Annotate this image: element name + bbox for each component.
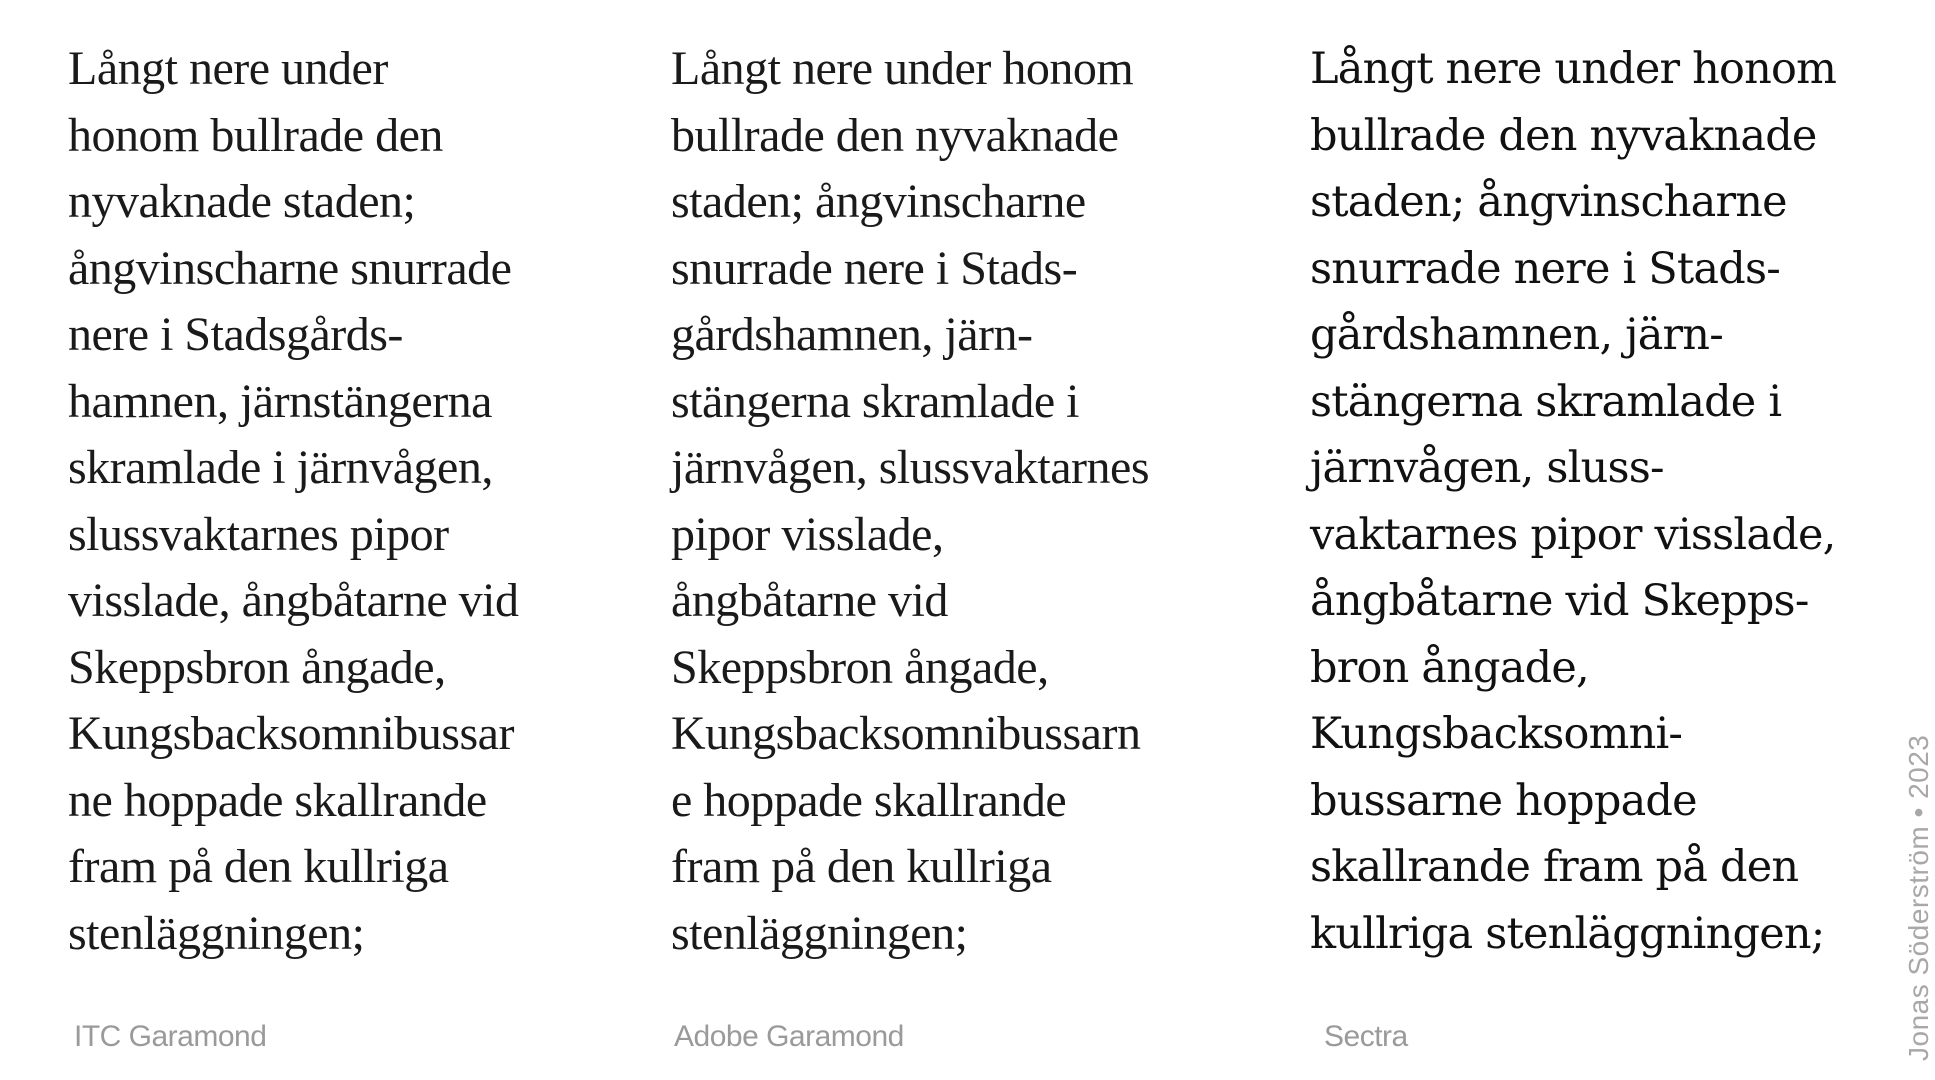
text-line: Kungsbacksomnibussar <box>68 707 514 760</box>
text-line: staden; ångvinscharne <box>671 175 1086 228</box>
text-line: nere i Stadsgårds- <box>68 308 403 361</box>
text-line: stenläggningen; <box>671 906 968 960</box>
text-line: stenläggningen; <box>68 906 365 960</box>
text-line: vaktarnes pipor visslade, <box>1310 509 1836 560</box>
text-line: honom bullrade den <box>68 108 443 162</box>
text-line: visslade, ångbåtarne vid <box>68 574 519 627</box>
text-line: bullrade den nyvaknade <box>1310 110 1817 161</box>
author-credit: Jonas Söderström • 2023 <box>1903 734 1934 1061</box>
text-line: gårdshamnen, järn- <box>1310 310 1723 360</box>
text-line: pipor visslade, <box>671 507 944 561</box>
text-line: ångbåtarne vid Skepps- <box>1310 576 1809 626</box>
text-line: nyvaknade staden; <box>68 175 416 228</box>
text-line: e hoppade skallrande <box>671 773 1067 827</box>
text-line: järnvågen, slussvaktarnes <box>671 441 1150 494</box>
text-line: bullrade den nyvaknade <box>671 108 1119 162</box>
text-line: järnvågen, sluss- <box>1310 443 1664 493</box>
font-caption-adobe-garamond: Adobe Garamond <box>674 1020 904 1053</box>
text-line: Kungsbacksomnibussarn <box>671 707 1141 760</box>
text-column-itc-garamond <box>68 36 519 967</box>
text-line: kullriga stenläggningen; <box>1310 908 1825 959</box>
text-column-sectra <box>1310 36 1836 967</box>
font-caption-itc-garamond: ITC Garamond <box>74 1020 267 1053</box>
text-line: skramlade i järnvågen, <box>68 441 493 494</box>
text-line: hamnen, järnstängerna <box>68 374 492 428</box>
text-line: bussarne hoppade <box>1310 775 1697 826</box>
text-column-adobe-garamond <box>671 36 1149 967</box>
text-line: stängerna skramlade i <box>1310 376 1782 427</box>
text-line: stängerna skramlade i <box>671 374 1079 428</box>
text-line: ångvinscharne snurrade <box>68 241 512 295</box>
text-line: gårdshamnen, järn- <box>671 308 1033 361</box>
text-line: skallrande fram på den <box>1310 842 1799 892</box>
text-line: Långt nere under <box>68 42 388 95</box>
text-line: Långt nere under honom <box>1310 44 1837 94</box>
text-line: Kungsbacksomni- <box>1310 709 1683 759</box>
text-line: Skeppsbron ångade, <box>68 640 446 694</box>
text-line: Skeppsbron ångade, <box>671 640 1049 694</box>
text-line: ångbåtarne vid <box>671 574 948 627</box>
text-line: staden; ångvinscharne <box>1310 177 1787 227</box>
text-line: fram på den kullriga <box>671 840 1052 893</box>
text-line: slussvaktarnes pipor <box>68 507 449 561</box>
text-line: Långt nere under honom <box>671 42 1134 95</box>
text-line: ne hoppade skallrande <box>68 773 487 827</box>
text-line: fram på den kullriga <box>68 840 449 893</box>
font-caption-sectra: Sectra <box>1324 1020 1408 1053</box>
text-line: snurrade nere i Stads- <box>1310 243 1780 294</box>
text-line: bron ångade, <box>1310 642 1589 693</box>
text-line: snurrade nere i Stads- <box>671 241 1078 295</box>
